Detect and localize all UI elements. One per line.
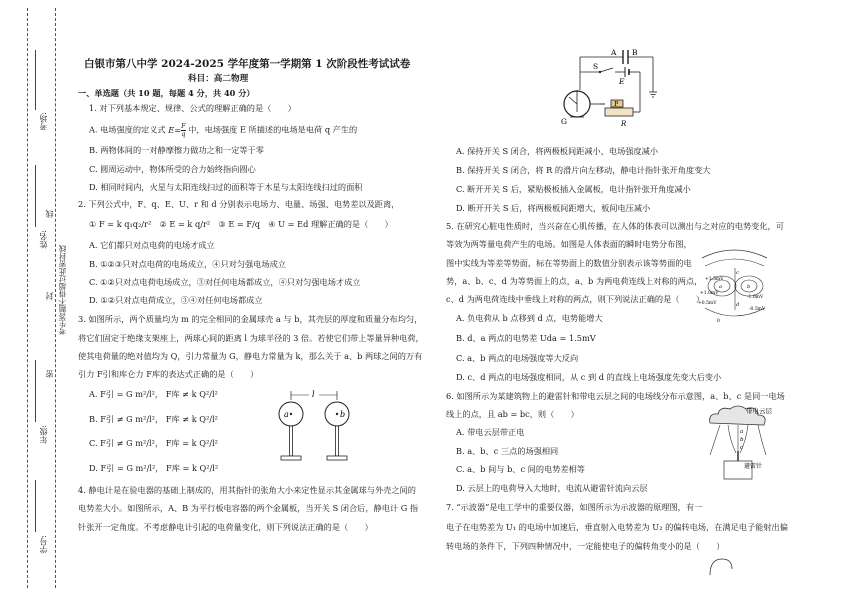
binding-char-line: 线 bbox=[45, 210, 54, 218]
subject-line: 科目：高二物理 bbox=[188, 74, 249, 84]
q3-line-1: 3. 如图所示，两个质量均为 m 的完全相同的金属球壳 a 与 b，其壳层的厚度和质量分布均匀， bbox=[78, 314, 423, 324]
q4-option-a: A. 保持开关 S 闭合，将两极板间距减小，电场强度减小 bbox=[456, 146, 659, 156]
q5-line-5: c、d 为两电荷连线中垂线上对称的两点，则下列说法正确的是（ ） bbox=[446, 294, 705, 304]
q3-option-a: A. F引 = G m²/l²， F库 ≠ k Q²/l² bbox=[89, 389, 218, 399]
q6-fig-label-c: c bbox=[740, 445, 744, 451]
binding-line-outer bbox=[27, 8, 28, 588]
q6-line-1: 6. 如图所示为某建筑物上的避雷针和带电云层之间的电场线分布示意图，a、b、c 是同一电场 bbox=[446, 391, 785, 401]
q5-figure-potential-map bbox=[697, 246, 772, 328]
q1-stem: 1. 对下列基本规定、规律、公式的理解正确的是（ ） bbox=[89, 103, 296, 113]
binding-notice: 考生答题不得超过此密封线 bbox=[58, 245, 67, 335]
q6-fig-label-rod: 避雷针 bbox=[744, 463, 763, 470]
q3-fig-label-b: b bbox=[340, 410, 346, 419]
q4-fig-label-B: B bbox=[632, 48, 638, 57]
margin-label-exam-room: 考场: bbox=[39, 112, 48, 131]
q6-fig-label-b: b bbox=[740, 437, 744, 443]
q5-option-d: D. c、d 两点的电场强度相同，从 c 到 d 的直线上电场强度先变大后变小 bbox=[456, 372, 722, 382]
q4-line-1: 4. 静电计是在验电器的基础上制成的，用其指针的张角大小来定性显示其金属球与外壳之间的 bbox=[78, 485, 416, 495]
q5-line-1: 5. 在研究心脏电性质时，当兴奋在心肌传播，在人体的体表可以测出与之对应的电势变化，可 bbox=[446, 221, 784, 231]
q2-formulas: ① F = k q₁q₂/r² ② E = k q/r² ③ E = F/q ④ U = Ed 理解正确的是（ ） bbox=[89, 219, 393, 229]
margin-line-name bbox=[35, 165, 36, 227]
q7-line-2: 电子在电势差为 U₁ 的电场中加速后，垂直射入电势差为 U₂ 的偏转电场，在满足电子能射出偏 bbox=[446, 522, 788, 532]
q5-line-4: 势，a、b、c、d 为等势面上的点，a、b 为两电荷连线上对称的两点， bbox=[446, 276, 703, 286]
q4-line-2: 电势差大小。如图所示，A、B 为平行板电容器的两个金属板，当开关 S 闭合后，静电计 G 指 bbox=[78, 503, 419, 513]
q4-option-d: D. 断开开关 S 后，将两极板间距增大，板间电压减小 bbox=[456, 203, 651, 213]
q4-fig-label-P: P bbox=[614, 100, 619, 108]
margin-line-exam-room bbox=[35, 50, 36, 110]
q2-stem: 2. 下列公式中，F、q、E、U、r 和 d 分别表示电场力、电量、场强、电势差以及距离， bbox=[78, 199, 400, 209]
q2-option-a: A. 它们都只对点电荷的电场才成立 bbox=[89, 240, 215, 250]
q7-line-3: 转电场的条件下，下列四种情况中，一定能使电子的偏转角变小的是（ ） bbox=[446, 541, 725, 551]
q5-fig-label-d: d bbox=[736, 302, 740, 308]
q7-line-1: 7. “示波器”是电工学中的重要仪器，如图所示为示波器的原理图，有一 bbox=[446, 502, 703, 512]
binding-char-seal: 封 bbox=[45, 292, 54, 300]
q4-fig-label-A: A bbox=[611, 48, 617, 57]
q1-option-a-post: 中，电场强度 E 所描述的电场是电荷 q 产生的 bbox=[188, 124, 358, 135]
q3-figure-spheres bbox=[275, 386, 355, 466]
q3-fig-label-a: a bbox=[284, 410, 289, 419]
q3-option-b: B. F引 ≠ G m²/l²， F库 ≠ k Q²/l² bbox=[89, 414, 218, 424]
q4-fig-label-G: G bbox=[561, 117, 567, 126]
q6-line-2: 线上的点，且 ab = bc，则（ ） bbox=[446, 409, 579, 419]
q6-figure-lightning-rod bbox=[700, 403, 780, 481]
q1-option-b: B. 两物体间的一对静摩擦力做功之和一定等于零 bbox=[89, 145, 264, 155]
q3-line-3: 使其电荷量的绝对值均为 Q，引力常量为 G，静电力常量为 k，那么关于 a、b 两球之间的万有 bbox=[78, 351, 423, 361]
q4-fig-label-R: R bbox=[621, 120, 627, 128]
q5-fig-label-p15: +1.5mV bbox=[705, 277, 724, 282]
q5-option-b: B. d、a 两点的电势差 Uda = 1.5mV bbox=[456, 333, 596, 343]
q3-line-2: 将它们固定于绝缘支架座上，两球心间的距离 l 为球半径的 3 倍。若使它们带上等量异种电荷， bbox=[78, 333, 424, 343]
q7-figure-stub bbox=[706, 555, 736, 577]
q6-fig-label-cloud: 带电云层 bbox=[746, 407, 772, 415]
q1-option-d: D. 相同时间内，火星与太阳连线扫过的面积等于木星与太阳连线扫过的面积 bbox=[89, 182, 363, 192]
q2-option-d: D. ①②只对点电荷成立，③④对任何电场都成立 bbox=[89, 295, 263, 305]
q3-option-c: C. F引 ≠ G m²/l²， F库 = k Q²/l² bbox=[89, 438, 218, 448]
q5-fig-label-a: a bbox=[719, 284, 722, 290]
q4-line-3: 针张开一定角度。不考虑静电计引起的电荷量变化，则下列说法正确的是（ ） bbox=[78, 522, 373, 532]
q3-fig-label-l: l bbox=[312, 390, 315, 399]
section-heading: 一、单选题（共 10 题，每题 4 分，共 40 分） bbox=[78, 88, 255, 98]
margin-label-student-id: 学号: bbox=[39, 535, 48, 554]
q5-fig-label-p10: +1.0mV bbox=[700, 291, 719, 296]
q6-fig-label-a: a bbox=[740, 429, 744, 435]
q5-line-2: 等效为两等量电荷产生的电场。如图是人体表面的瞬时电势分布图， bbox=[446, 239, 692, 249]
q1-option-c: C. 圆周运动中，物体所受的合力始终指向圆心 bbox=[89, 164, 256, 174]
q4-fig-label-E: E bbox=[619, 77, 625, 86]
q1-option-a-pre: A. 电场强度的定义式 bbox=[89, 124, 166, 135]
q1-option-a bbox=[89, 123, 357, 138]
q5-fig-label-zero: 0 bbox=[717, 319, 720, 324]
q5-fig-label-b: b bbox=[747, 284, 751, 290]
q2-option-c: C. ①②只对点电荷电场成立，③对任何电场都成立，④只对匀强电场才成立 bbox=[89, 277, 361, 287]
q6-option-b: B. a、b、c 三点的场强相同 bbox=[456, 446, 559, 456]
q5-line-3: 图中实线为等差等势面，标在等势面上的数值分别表示该等势面的电 bbox=[446, 258, 692, 268]
q4-option-b: B. 保持开关 S 闭合，将 R 的滑片向左移动，静电计指针张开角度变大 bbox=[456, 165, 711, 175]
margin-label-grade: 年级: bbox=[39, 425, 48, 444]
margin-line-student-id bbox=[35, 480, 36, 532]
q5-fig-label-c: c bbox=[736, 270, 739, 276]
q5-fig-label-n10: -1.0mV bbox=[747, 295, 764, 300]
q6-option-c: C. a、b 间与 b、c 间的电势差相等 bbox=[456, 464, 585, 474]
exam-title: 白银市第八中学 2024-2025 学年度第一学期第 1 次阶段性考试试卷 bbox=[84, 58, 411, 70]
q4-fig-label-S: S bbox=[593, 62, 599, 71]
q3-line-4: 引力 F引和库仑力 F库的表达式正确的是（ ） bbox=[78, 369, 259, 379]
q4-figure-circuit bbox=[555, 42, 665, 142]
q4-option-c: C. 断开开关 S 后，紧贴极板插入金属板，电计指针张开角度减小 bbox=[456, 184, 691, 194]
q5-option-a: A. 负电荷从 b 点移到 d 点，电势能增大 bbox=[456, 313, 603, 323]
q5-option-c: C. a、b 两点的电场强度等大反向 bbox=[456, 353, 579, 363]
q5-fig-label-n05: -0.5mV bbox=[749, 307, 766, 312]
q1-formula: E= $\frac{F}{q}$ bbox=[168, 122, 186, 138]
margin-line-grade bbox=[35, 360, 36, 422]
q2-option-b: B. ①②③只对点电荷的电场成立，④只对匀强电场成立 bbox=[89, 259, 286, 269]
q6-option-a: A. 带电云层带正电 bbox=[456, 427, 525, 437]
q3-option-d: D. F引 = G m²/l²， F库 = k Q²/l² bbox=[89, 463, 219, 473]
q6-option-d: D. 云层上的电荷导入大地时，电流从避雷针流向云层 bbox=[456, 483, 648, 493]
q5-fig-label-p05: +0.5mV bbox=[698, 301, 717, 306]
binding-line-inner bbox=[55, 8, 56, 588]
binding-char-secret: 密 bbox=[45, 370, 54, 378]
margin-label-name: 姓名: bbox=[39, 230, 48, 249]
